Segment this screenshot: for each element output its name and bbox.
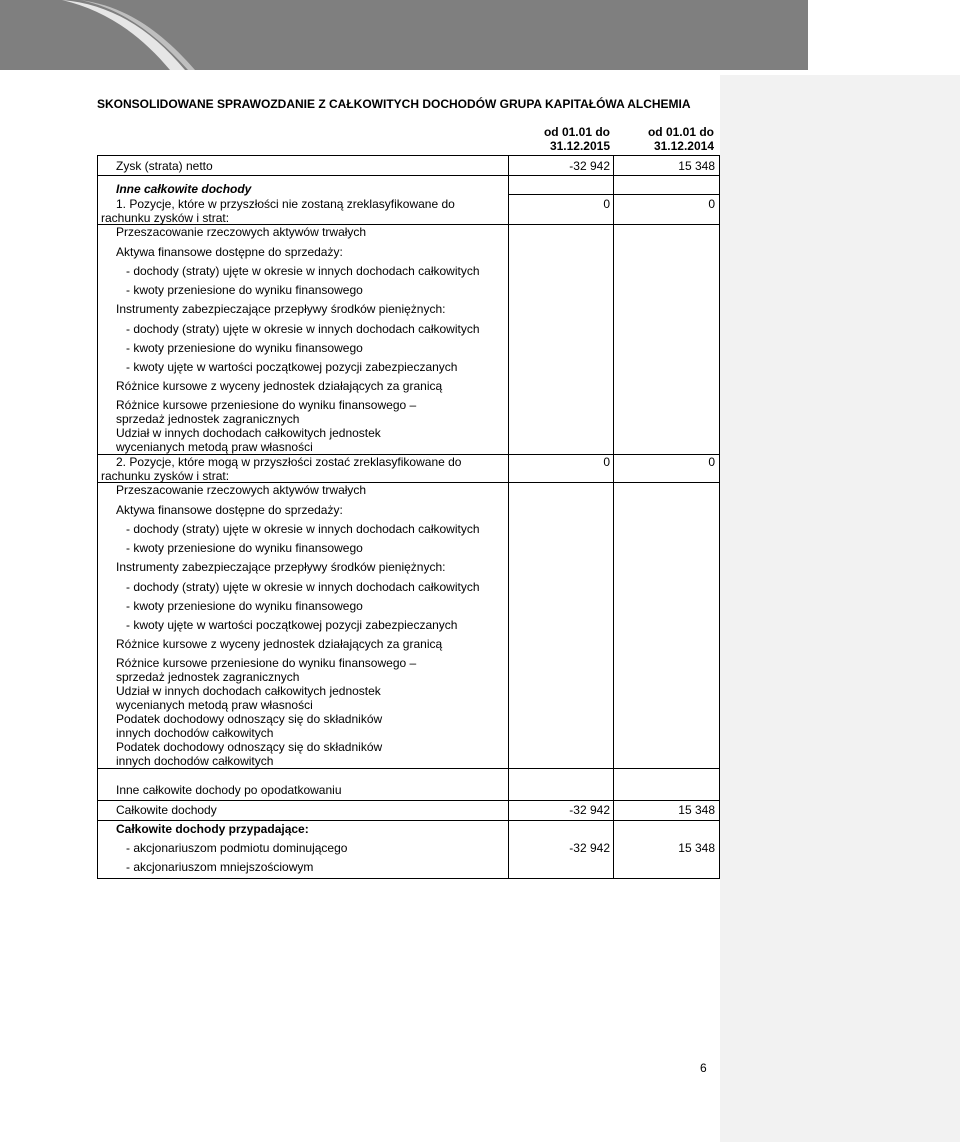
page-number: 6 bbox=[700, 1061, 707, 1075]
row-divider bbox=[98, 820, 719, 821]
row-label: - kwoty przeniesione do wyniku finansowego bbox=[126, 283, 363, 297]
row-label: Instrumenty zabezpieczające przepływy środków pieniężnych: bbox=[116, 560, 446, 574]
row-divider bbox=[98, 768, 719, 769]
header-corner bbox=[808, 0, 960, 70]
row-label: - kwoty ujęte w wartości początkowej pozycji zabezpieczanych bbox=[126, 618, 458, 632]
row-label-continuation: innych dochodów całkowitych bbox=[116, 726, 274, 740]
row-label-continuation: sprzedaż jednostek zagranicznych bbox=[116, 412, 300, 426]
row-label: Udział w innych dochodach całkowitych jednostek bbox=[116, 684, 381, 698]
row-label-continuation: wycenianych metodą praw własności bbox=[116, 698, 313, 712]
column-header-2014-line2: 31.12.2014 bbox=[653, 139, 714, 153]
row-label-continuation: rachunku zysków i strat: bbox=[101, 469, 230, 483]
row-label: Udział w innych dochodach całkowitych jednostek bbox=[116, 426, 381, 440]
row-label: - kwoty przeniesione do wyniku finansowego bbox=[126, 541, 363, 555]
row-label: Instrumenty zabezpieczające przepływy środków pieniężnych: bbox=[116, 302, 446, 316]
row-divider bbox=[98, 175, 719, 176]
row-label: Przeszacowanie rzeczowych aktywów trwałych bbox=[116, 225, 367, 239]
row-label-continuation: rachunku zysków i strat: bbox=[101, 211, 230, 225]
row-label-continuation: wycenianych metodą praw własności bbox=[116, 440, 313, 454]
row-divider bbox=[98, 800, 719, 801]
row-label: Inne całkowite dochody po opodatkowaniu bbox=[116, 783, 342, 797]
value-2014: 0 bbox=[708, 197, 715, 211]
row-label: - kwoty ujęte w wartości początkowej pozycji zabezpieczanych bbox=[126, 360, 458, 374]
row-label: Podatek dochodowy odnoszący się do składników bbox=[116, 740, 383, 754]
value-2015: 0 bbox=[603, 197, 610, 211]
column-header-2014 bbox=[634, 125, 714, 153]
header-swoosh-icon bbox=[0, 0, 808, 70]
row-label: 2. Pozycje, które mogą w przyszłości zostać zreklasyfikowane do bbox=[116, 455, 462, 469]
column-header-2015 bbox=[530, 125, 610, 153]
row-label: Różnice kursowe z wyceny jednostek działających za granicą bbox=[116, 379, 443, 393]
row-label: - akcjonariuszom mniejszościowym bbox=[126, 860, 314, 874]
column-header-2014-line1: od 01.01 do bbox=[647, 125, 714, 139]
row-label: - dochody (straty) ujęte w okresie w innych dochodach całkowitych bbox=[126, 264, 480, 278]
value-2014: 0 bbox=[708, 455, 715, 469]
section-heading: Całkowite dochody przypadające: bbox=[116, 822, 309, 836]
row-label: - akcjonariuszom podmiotu dominującego bbox=[126, 841, 348, 855]
value-2015: -32 942 bbox=[569, 803, 610, 817]
row-label: - kwoty przeniesione do wyniku finansowego bbox=[126, 599, 363, 613]
row-label: Różnice kursowe z wyceny jednostek działających za granicą bbox=[116, 637, 443, 651]
row-label: Podatek dochodowy odnoszący się do składników bbox=[116, 712, 383, 726]
value-2015: 0 bbox=[603, 455, 610, 469]
row-label: - dochody (straty) ujęte w okresie w innych dochodach całkowitych bbox=[126, 522, 480, 536]
row-label-continuation: sprzedaż jednostek zagranicznych bbox=[116, 670, 300, 684]
row-label: Całkowite dochody bbox=[116, 803, 217, 817]
row-label: 1. Pozycje, które w przyszłości nie zostaną zreklasyfikowane do bbox=[116, 197, 455, 211]
row-label: - dochody (straty) ujęte w okresie w innych dochodach całkowitych bbox=[126, 322, 480, 336]
value-2014: 15 348 bbox=[678, 841, 715, 855]
row-label-continuation: innych dochodów całkowitych bbox=[116, 754, 274, 768]
row-divider bbox=[508, 194, 719, 195]
row-label: Różnice kursowe przeniesione do wyniku finansowego – bbox=[116, 398, 417, 412]
row-label: - kwoty przeniesione do wyniku finansowego bbox=[126, 341, 363, 355]
right-margin bbox=[720, 75, 960, 1142]
header-band bbox=[0, 0, 808, 70]
column-header-2015-line2: 31.12.2015 bbox=[549, 139, 610, 153]
column-header-2015-line1: od 01.01 do bbox=[543, 125, 610, 139]
row-label: Zysk (strata) netto bbox=[116, 159, 213, 173]
row-label: Różnice kursowe przeniesione do wyniku finansowego – bbox=[116, 656, 417, 670]
page-title: SKONSOLIDOWANE SPRAWOZDANIE Z CAŁKOWITYCH DOCHODÓW GRUPA KAPITAŁÓWA ALCHEMIA bbox=[97, 97, 691, 111]
section-heading: Inne całkowite dochody bbox=[116, 182, 252, 196]
row-label: Aktywa finansowe dostępne do sprzedaży: bbox=[116, 503, 343, 517]
value-2015: -32 942 bbox=[569, 159, 610, 173]
row-label: - dochody (straty) ujęte w okresie w innych dochodach całkowitych bbox=[126, 580, 480, 594]
value-2014: 15 348 bbox=[678, 159, 715, 173]
value-2015: -32 942 bbox=[569, 841, 610, 855]
row-label: Przeszacowanie rzeczowych aktywów trwałych bbox=[116, 483, 367, 497]
value-2014: 15 348 bbox=[678, 803, 715, 817]
row-label: Aktywa finansowe dostępne do sprzedaży: bbox=[116, 245, 343, 259]
column-divider bbox=[613, 156, 614, 878]
income-statement-table bbox=[97, 155, 720, 879]
column-divider bbox=[508, 156, 509, 878]
